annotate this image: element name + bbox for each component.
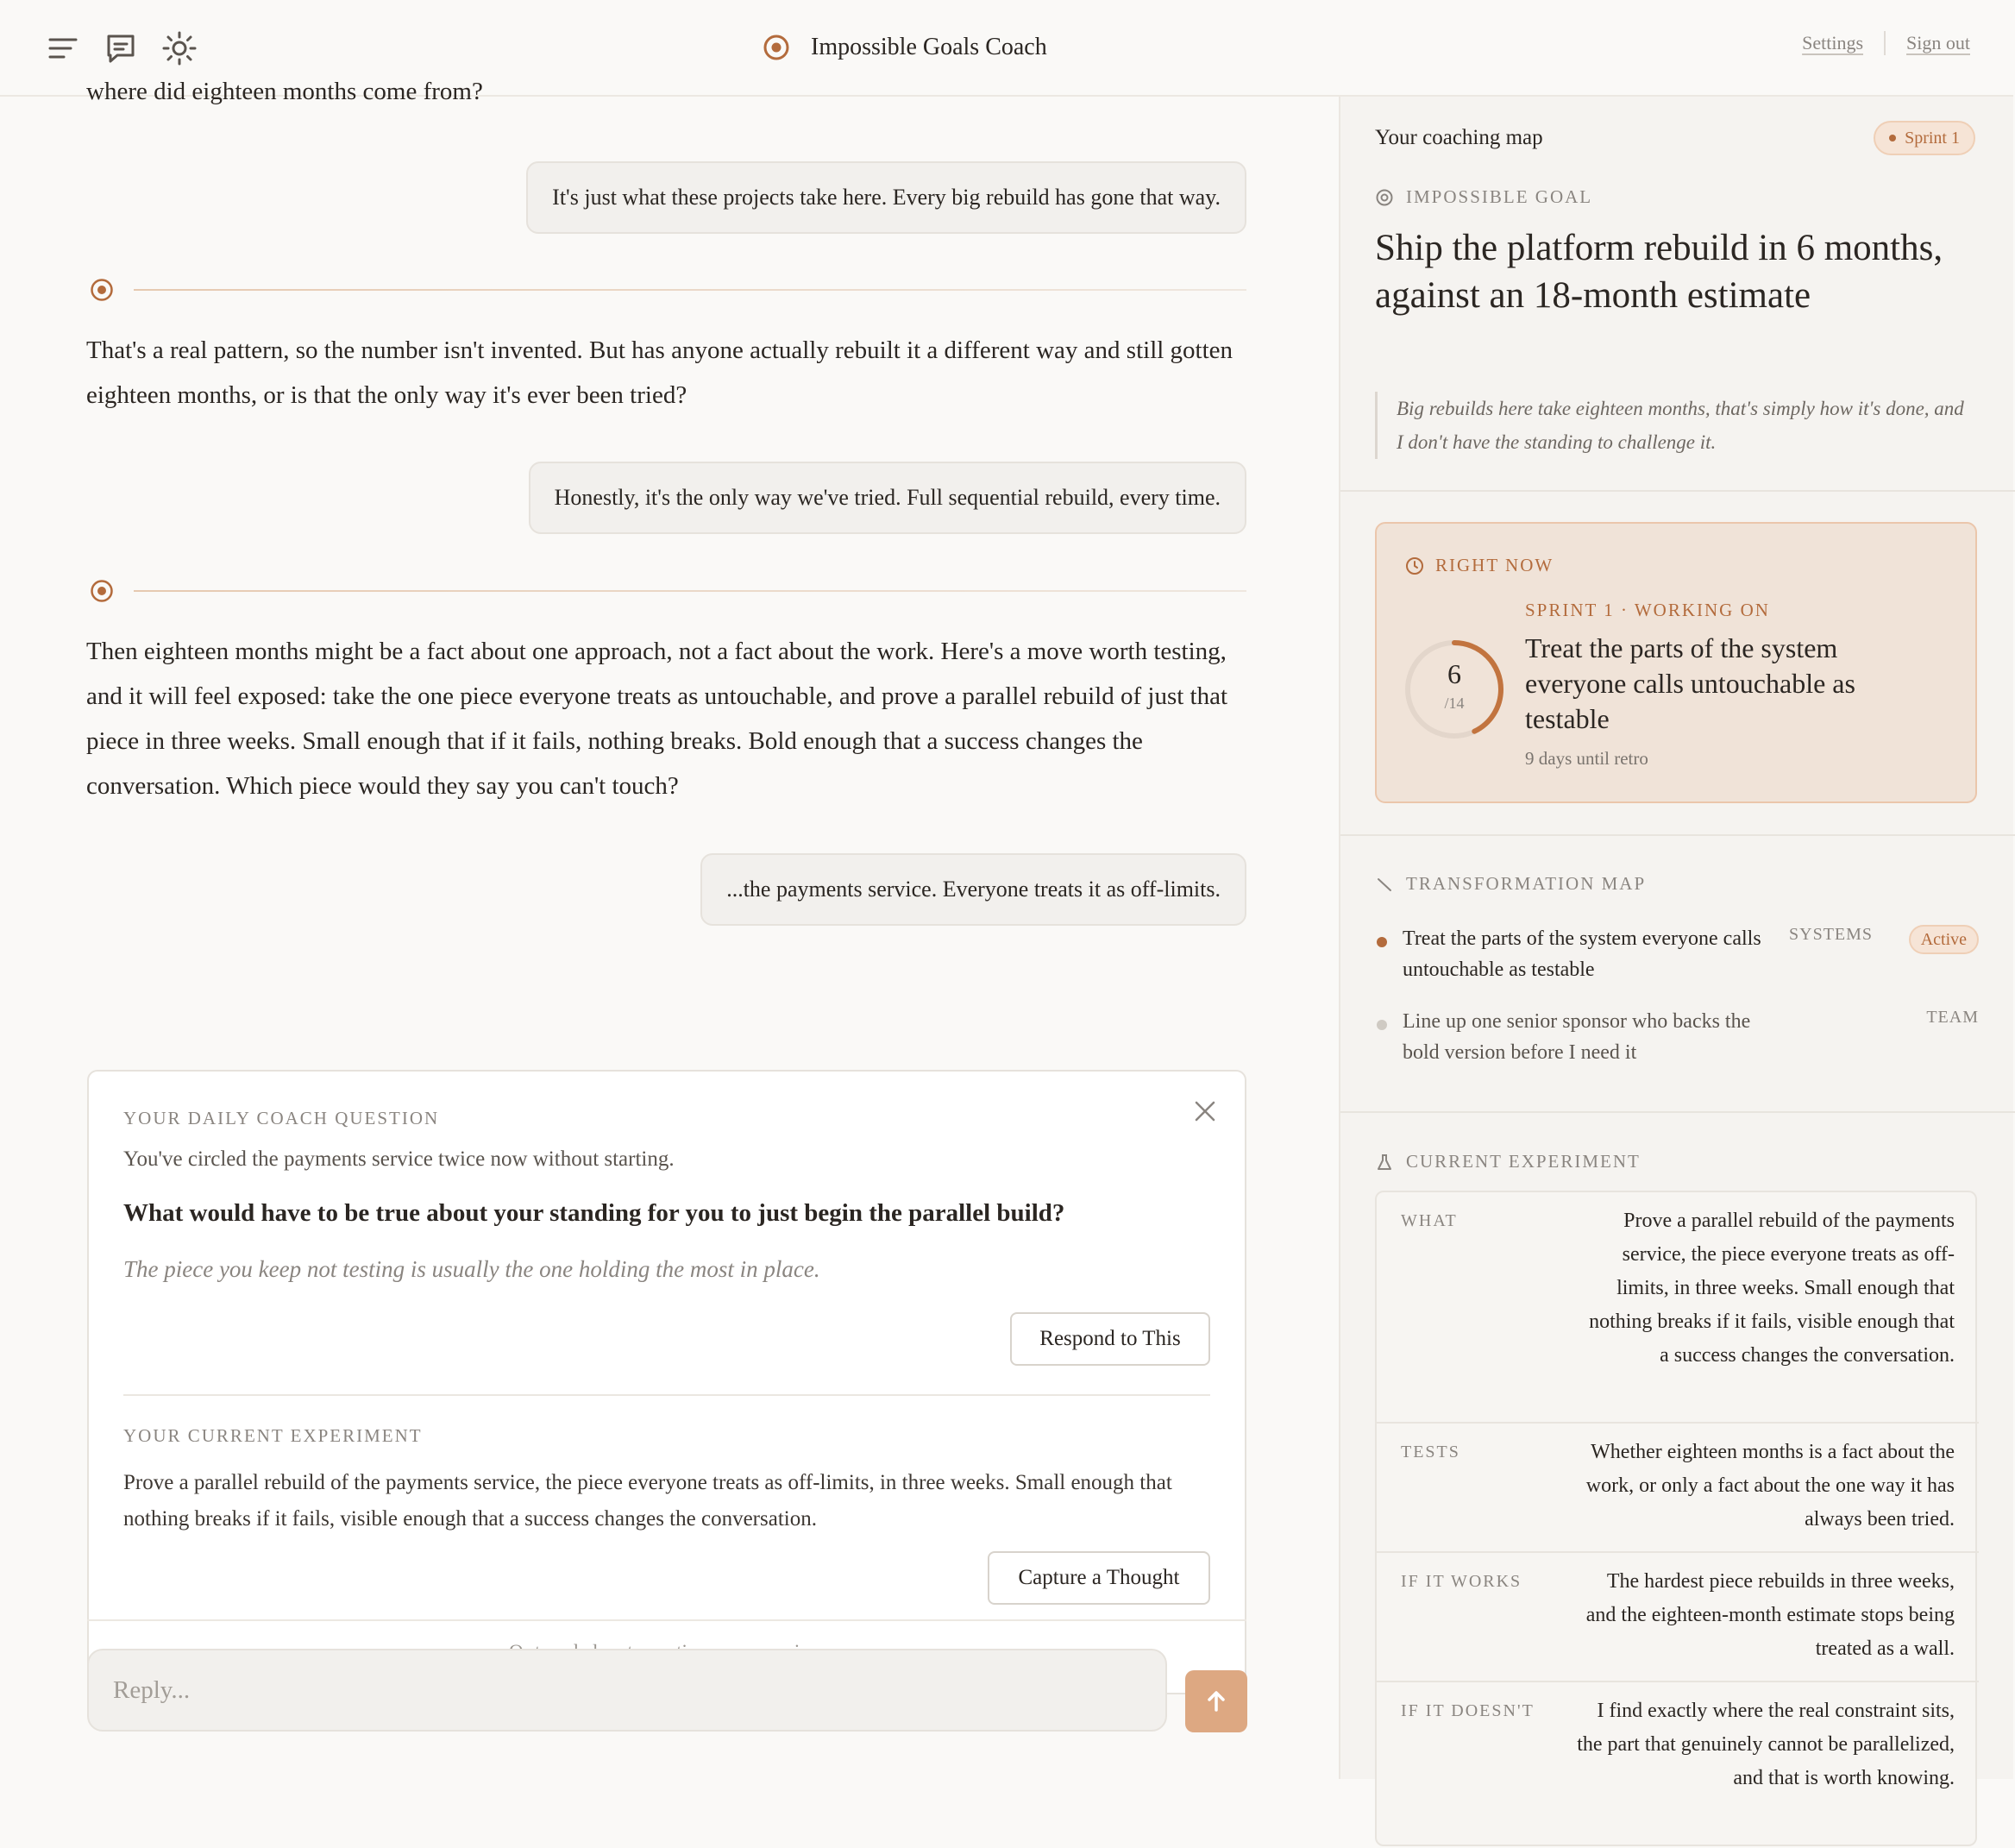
- send-button[interactable]: [1185, 1670, 1247, 1732]
- panel-heading: Your coaching map: [1375, 126, 1543, 149]
- experiment-row-if-it-works: IF IT WORKS The hardest piece rebuilds in three weeks, and the eighteen-month estimate stops being treated as a wall.: [1377, 1553, 1979, 1682]
- experiment-row-what: WHAT Prove a parallel rebuild of the payments service, the piece everyone treats as off-limits, in three weeks. Small enough that nothing breaks if it fails, visible enough that a success changes the conversation.: [1377, 1192, 1979, 1424]
- chat-column: [0, 78, 1339, 1779]
- header-links: [1802, 31, 1970, 55]
- user-message: Honestly, it's the only way we've tried. Full sequential rebuild, every time.: [529, 462, 1246, 534]
- slash-icon: [1375, 875, 1394, 894]
- right-now-card: [1375, 522, 1977, 803]
- arrow-up-icon: [1203, 1688, 1229, 1714]
- coach-target-icon: [89, 578, 115, 604]
- sun-icon[interactable]: [160, 29, 198, 67]
- right-now-label: RIGHT NOW: [1404, 555, 1554, 576]
- coach-message: That's a real pattern, so the number isn't invented. But has anyone actually rebuilt it a different way and still gotten eighteen months, or is that the only way it's ever been tried?: [86, 336, 1233, 409]
- clock-icon: [1404, 556, 1425, 576]
- settings-link[interactable]: Settings: [1802, 32, 1864, 53]
- active-badge: Active: [1909, 925, 1979, 954]
- chat-bubble-icon[interactable]: [102, 29, 140, 67]
- close-icon[interactable]: [1190, 1096, 1221, 1127]
- coach-message: Then eighteen months might be a fact about one approach, not a fact about the work. Here's a move worth testing, and it will feel exposed: take the one piece everyone treats as untouchable, and prove a parallel rebuild of just that piece in three weeks. Small enough that if it fails, nothing breaks. Bold enough that a success changes the conversation. Which piece would they say you can't touch?: [86, 638, 1228, 800]
- transformation-map-label: TRANSFORMATION MAP: [1375, 873, 1646, 895]
- sprint-progress-ring: [1403, 638, 1506, 741]
- experiment-row-tests: TESTS Whether eighteen months is a fact about the work, or only a fact about the one way it has always been tried.: [1377, 1424, 1979, 1553]
- current-experiment-label: YOUR CURRENT EXPERIMENT: [123, 1425, 423, 1446]
- target-icon: [761, 32, 792, 63]
- reply-input[interactable]: [87, 1649, 1167, 1732]
- menu-icon[interactable]: [45, 29, 83, 67]
- daily-question-label: YOUR DAILY COACH QUESTION: [123, 1108, 440, 1128]
- active-dot: [1377, 937, 1387, 947]
- user-message: ...the payments service. Everyone treats it as off-limits.: [700, 853, 1246, 926]
- coaching-map-panel: [1339, 97, 2013, 1789]
- target-icon: [1375, 188, 1394, 207]
- capture-thought-button[interactable]: Capture a Thought: [988, 1551, 1210, 1605]
- coach-message-partial: where did eighteen months come from?: [86, 78, 483, 105]
- limiting-belief: Big rebuilds here take eighteen months, that's simply how it's done, and I don't have the standing to challenge it.: [1375, 392, 1970, 459]
- current-experiment-text: Prove a parallel rebuild of the payments service, the piece everyone treats as off-limits, in three weeks. Small enough that nothing breaks if it fails, visible enough that a success changes the conversation.: [123, 1471, 1172, 1531]
- category-tag: SYSTEMS: [1789, 925, 1874, 944]
- card-divider: [123, 1394, 1210, 1396]
- sprint-badge: [1874, 121, 1975, 155]
- sprint-working-on-label: SPRINT 1 · WORKING ON: [1525, 600, 1770, 620]
- header-divider: [1884, 31, 1886, 55]
- goal-title: Ship the platform rebuild in 6 months, against an 18-month estimate: [1375, 228, 1943, 316]
- experiment-table: [1375, 1191, 1977, 1846]
- progress-count: 6: [1447, 658, 1461, 689]
- category-tag: TEAM: [1926, 1008, 1979, 1027]
- question-context: You've circled the payments service twice now without starting.: [123, 1147, 675, 1171]
- daily-question: What would have to be true about your standing for you to just begin the parallel build?: [123, 1199, 1065, 1227]
- coach-target-icon: [89, 277, 115, 303]
- composer-divider: [87, 1619, 1246, 1621]
- transformation-item[interactable]: Line up one senior sponsor who backs the bold version before I need it TEAM: [1375, 1006, 1979, 1072]
- impossible-goal-label: IMPOSSIBLE GOAL: [1375, 186, 1592, 208]
- app-brand: [761, 26, 1047, 69]
- daily-coach-card: [87, 1070, 1246, 1694]
- sprint-badge-label: Sprint 1: [1905, 128, 1960, 148]
- retro-countdown: 9 days until retro: [1525, 748, 1648, 769]
- experiment-row-if-it-doesnt: IF IT DOESN'T I find exactly where the real constraint sits, the part that genuinely cannot be parallelized, and that is worth knowing.: [1401, 1700, 1955, 1789]
- transformation-item[interactable]: Treat the parts of the system everyone calls untouchable as testable SYSTEMS Active: [1375, 923, 1979, 989]
- inactive-dot: [1377, 1020, 1387, 1030]
- user-message: It's just what these projects take here. Every big rebuild has gone that way.: [526, 161, 1246, 234]
- question-hint: The piece you keep not testing is usually the one holding the most in place.: [123, 1256, 820, 1282]
- progress-total: /14: [1444, 695, 1465, 712]
- sign-out-link[interactable]: Sign out: [1906, 32, 1970, 53]
- app-title: Impossible Goals Coach: [811, 34, 1047, 60]
- current-experiment-label: CURRENT EXPERIMENT: [1375, 1151, 1641, 1172]
- current-task: Treat the parts of the system everyone calls untouchable as testable: [1525, 632, 1855, 734]
- coach-divider: [89, 578, 1246, 604]
- coach-divider: [89, 277, 1246, 303]
- flask-icon: [1375, 1153, 1394, 1172]
- respond-button[interactable]: Respond to This: [1010, 1312, 1210, 1366]
